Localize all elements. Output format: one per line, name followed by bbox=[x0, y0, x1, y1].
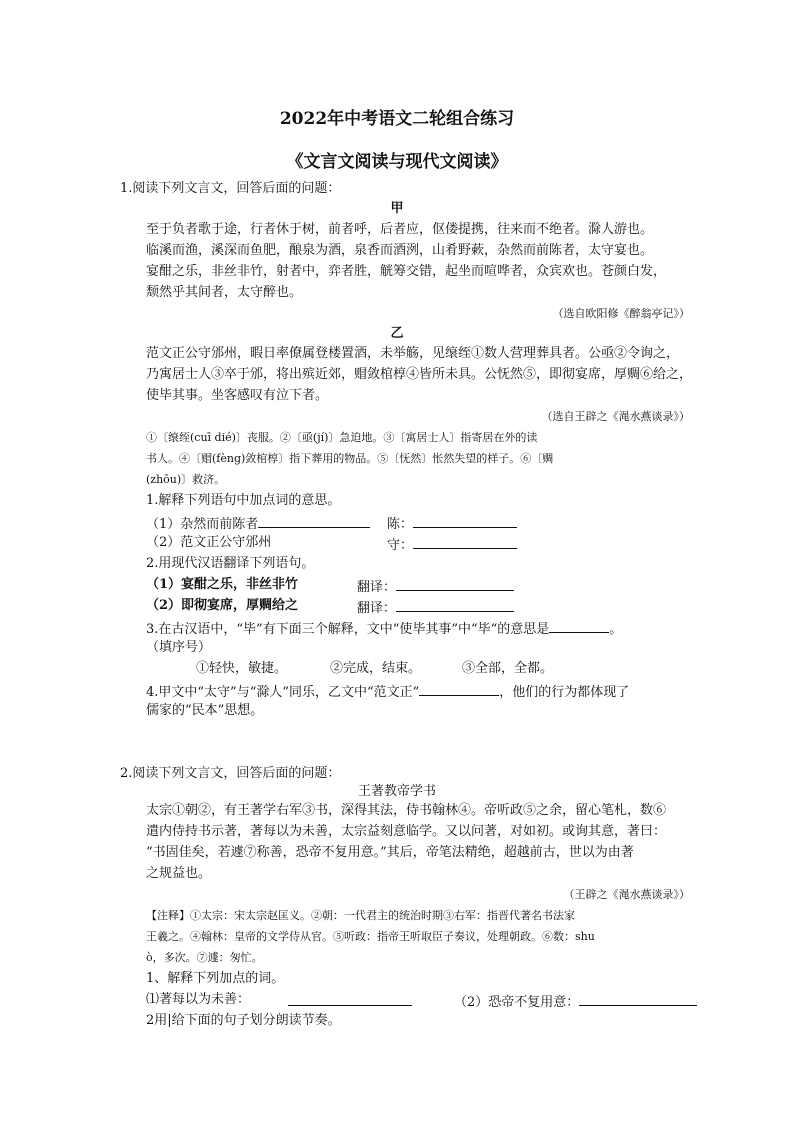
q2-sub1-title: 1、解释下列加点的词。 bbox=[146, 971, 285, 986]
q2-title: 王著教帝学书 bbox=[357, 784, 436, 799]
q1-jia-source: （选自欧阳修《醉翁亭记》） bbox=[552, 307, 690, 320]
answer-blank[interactable] bbox=[258, 513, 370, 528]
answer-blank[interactable] bbox=[396, 597, 514, 612]
q1-note-line: (zhōu)〕救济。 bbox=[146, 473, 226, 486]
q1-sub2-title: 2.用现代汉语翻译下列语句。 bbox=[146, 556, 315, 571]
q2-text-line: 太宗①朝②，有王著学右军③书，深得其法，侍书翰林④。帝听政⑤之余，留心笔札，数⑥ bbox=[146, 803, 667, 818]
q1-jia-title: 甲 bbox=[390, 201, 404, 216]
q2-text-line: 遣内侍持书示著，著每以为未善，太宗益刻意临学。又以问著，对如初。或询其意，著曰： bbox=[146, 824, 667, 839]
q1-sub1-item1-answer bbox=[387, 513, 517, 534]
q2-sub2-title: 2用|给下面的句子划分朗读节奏。 bbox=[146, 1013, 341, 1028]
q1-sub4-line1 bbox=[146, 681, 629, 702]
q2-sub1-item1: ⑴著每以为未善： bbox=[146, 992, 251, 1007]
q2-text-line: “书固佳矣，若遽⑦称善，恐帝不复用意。”其后，帝笔法精绝，超越前古，世以为由著 bbox=[146, 845, 634, 860]
q2-intro: 2.阅读下列文言文，回答后面的问题： bbox=[120, 766, 341, 781]
q2-sub1-item2 bbox=[454, 991, 697, 1012]
q1-yi-line: 使毕其事。坐客感叹有泣下者。 bbox=[146, 388, 329, 403]
translate-label: 翻译： bbox=[357, 580, 397, 595]
q1-jia-line: 宴酣之乐，非丝非竹，射者中，弈者胜，觥筹交错，起坐而喧哗者，众宾欢也。苍颜白发， bbox=[146, 264, 667, 279]
answer-blank[interactable] bbox=[396, 576, 514, 591]
q1-yi-source: （选自王辟之《渑水燕谈录》） bbox=[541, 410, 690, 423]
q2-note-line: 【注释】①太宗：宋太宗赵匡义。②朝：一代君主的统治时期③右军：指晋代著名书法家 bbox=[146, 909, 575, 922]
q2-sub1-item2-text: （2）恐帝不复用意： bbox=[454, 995, 580, 1010]
q1-sub1-item2: （2）范文正公守邠州 bbox=[146, 535, 272, 550]
q1-note-line: ①〔缞绖(cuī dié)〕丧服。②〔亟(jí)〕急迫地。③〔寓居士人〕指寄居在外的读 bbox=[146, 431, 538, 444]
q1-sub4-text-b: ，他们的行为都体现了 bbox=[499, 685, 630, 700]
answer-blank[interactable] bbox=[419, 681, 499, 696]
q2-note-line: ò，多次。⑦遽：匆忙。 bbox=[146, 951, 263, 964]
q2-note-line: 王羲之。④翰林：皇帝的文学侍从官。⑤听政：指帝王听取臣子奏议，处理朝政。⑥数：shu bbox=[146, 930, 595, 943]
q1-sub3-fill: （填序号） bbox=[146, 640, 212, 655]
q1-sub3 bbox=[146, 618, 622, 639]
q2-text-line: 之规益也。 bbox=[146, 866, 212, 881]
q1-yi-line: 范文正公守邠州，暇日率僚属登楼置酒，未举觞，见缞绖①数人营理葬具者。公亟②令询之， bbox=[146, 346, 680, 361]
answer-label: 陈： bbox=[387, 517, 414, 532]
q1-sub2-item2-answer bbox=[357, 597, 514, 618]
q1-sub2-item1-answer bbox=[357, 576, 514, 597]
answer-blank[interactable] bbox=[413, 513, 517, 528]
q2-source: （王辟之《渑水燕谈录》） bbox=[563, 888, 690, 901]
answer-blank[interactable] bbox=[288, 991, 412, 1006]
q1-sub3-option: ③全部，全都。 bbox=[462, 661, 554, 676]
answer-label: 守： bbox=[387, 538, 414, 553]
q1-sub1-item1-text: （1）杂然而前陈者 bbox=[146, 517, 259, 532]
q1-yi-line: 乃寓居士人③卒于邠，将出殡近郊，赗敛棺椁④皆所未具。公怃然⑤，即彻宴席，厚赒⑥给之， bbox=[146, 367, 693, 382]
q1-sub1-title: 1.解释下列语句中加点词的意思。 bbox=[146, 493, 341, 508]
q1-jia-line: 至于负者歌于途，行者休于树，前者呼，后者应，伛偻提携，往来而不绝者。滁人游也。 bbox=[146, 222, 654, 237]
answer-blank[interactable] bbox=[579, 991, 697, 1006]
q1-yi-title: 乙 bbox=[390, 326, 404, 341]
q1-note-line: 书人。④〔赗(fèng)敛棺椁〕指下葬用的物品。⑤〔怃然〕怅然失望的样子。⑥〔赒 bbox=[146, 452, 554, 465]
answer-blank[interactable] bbox=[413, 534, 517, 549]
q1-sub1-item1 bbox=[146, 513, 370, 534]
q1-jia-line: 临溪而渔，溪深而鱼肥，酿泉为酒，泉香而酒洌，山肴野蔌，杂然而前陈者，太守宴也。 bbox=[146, 243, 654, 258]
page-title: 2022年中考语文二轮组合练习 bbox=[279, 109, 515, 129]
q1-sub2-item2: （2）即彻宴席，厚赒给之 bbox=[146, 598, 299, 613]
q1-sub3-option: ①轻快，敏捷。 bbox=[196, 661, 288, 676]
page-subtitle: 《文言文阅读与现代文阅读》 bbox=[286, 152, 508, 172]
q1-sub4-text-a: 4.甲文中“太守”与“滁人”同乐，乙文中“范文正” bbox=[146, 685, 420, 700]
q1-sub1-item2-answer bbox=[387, 534, 517, 555]
translate-label: 翻译： bbox=[357, 601, 397, 616]
q1-jia-line: 颓然乎其间者，太守醉也。 bbox=[146, 285, 303, 300]
q1-intro: 1.阅读下列文言文，回答后面的问题： bbox=[120, 181, 341, 196]
q1-sub3-end: 。 bbox=[609, 622, 623, 637]
q1-sub3-text: 3.在古汉语中，“毕”有下面三个解释，文中“使毕其事”中“毕“的意思是 bbox=[146, 622, 550, 637]
q1-sub3-option: ②完成，结束。 bbox=[330, 661, 422, 676]
answer-blank[interactable] bbox=[549, 618, 609, 633]
q1-sub4-line2: 儒家的“民本”思想。 bbox=[146, 703, 264, 718]
q1-sub2-item1: （1）宴酣之乐，非丝非竹 bbox=[146, 577, 299, 592]
